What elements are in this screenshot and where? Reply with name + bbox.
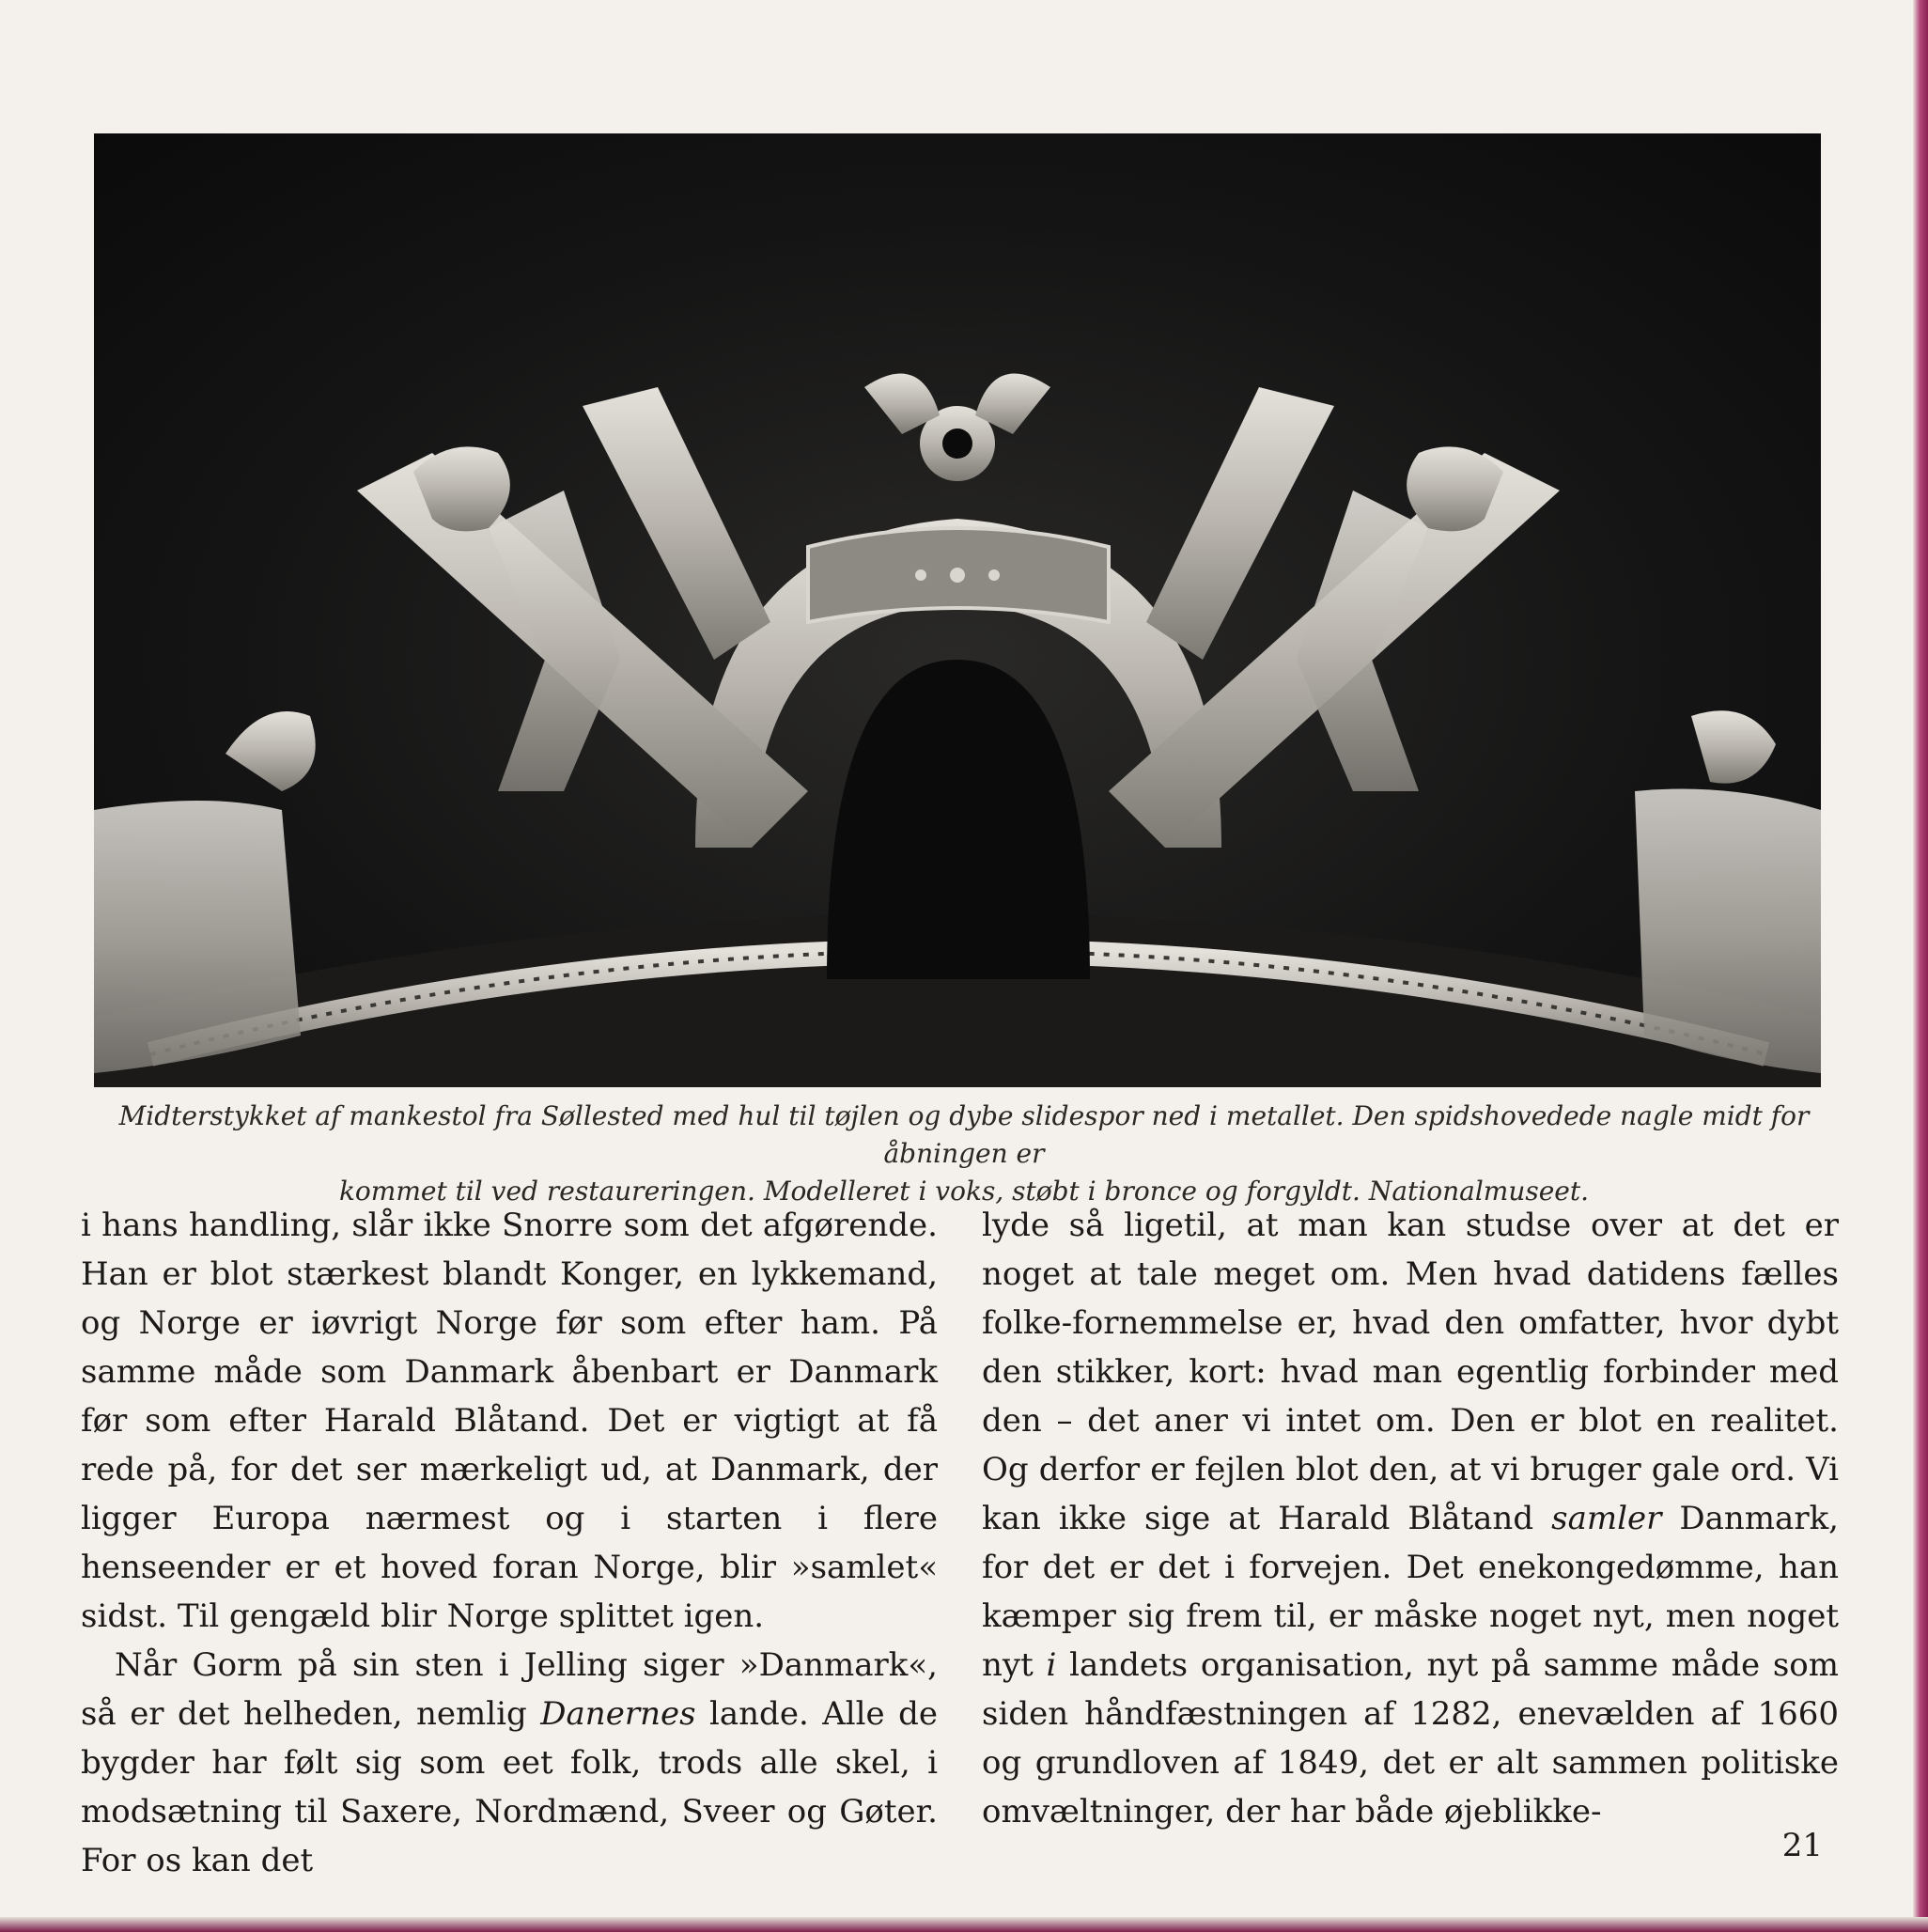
caption-line-1: Midterstykket af mankestol fra Søllested med hul til tøjlen og dybe slidespor ned i metallet. Den spidshovedede nagle midt for åbningen er	[118, 1100, 1810, 1169]
emphasis-i: i	[1046, 1646, 1057, 1684]
paragraph-3-part-a: lyde så ligetil, at man kan studse over at det er noget at tale meget om. Men hvad datidens fælles folke-fornemmelse er, hvad den omfatter, hvor dybt den stikker, kort: hvad man egentlig forbinder med den – det aner vi intet om. Den er blot en realitet. Og derfor er fejlen blot den, at vi bruger gale ord. Vi kan ikke sige at Harald Blåtand	[982, 1207, 1839, 1537]
emphasis-danernes: Danernes	[540, 1695, 696, 1733]
paragraph-3	[982, 1201, 1839, 1836]
text-column-left	[81, 1201, 938, 1885]
paragraph-2	[81, 1641, 938, 1885]
figure-caption	[81, 1098, 1847, 1210]
collar-photograph	[94, 133, 1821, 1087]
page-edge-right	[1913, 0, 1928, 1932]
paragraph-2-end: lande. Alle de bygder har følt sig som eet folk, trods alle skel, i modsætning til Saxere, Nordmænd, Sveer og Gøter. For os kan det	[81, 1695, 938, 1879]
paragraph-1: i hans handling, slår ikke Snorre som det afgørende. Han er blot stærkest blandt Konger, en lykkemand, og Norge er iøvrigt Norge før som efter ham. På samme måde som Danmark åbenbart er Danmark før som efter Harald Blåtand. Det er vigtigt at få rede på, for det ser mærkeligt ud, at Danmark, der ligger Europa nærmest og i starten i flere henseender er et hoved foran Norge, blir »samlet« sidst. Til gengæld blir Norge splittet igen.	[81, 1207, 938, 1635]
emphasis-samler: samler	[1551, 1500, 1662, 1537]
paragraph-3-part-b: Danmark, for det er det i forvejen. Det enekongedømme, han kæmper sig frem til, er måske noget nyt, men noget nyt	[982, 1500, 1839, 1684]
page-number: 21	[1781, 1827, 1823, 1864]
collar-ornament-illustration	[94, 133, 1821, 1087]
paragraph-2-start: Når Gorm på sin sten i Jelling siger »Danmark«, så er det helheden, nemlig	[81, 1646, 938, 1733]
text-column-right	[982, 1201, 1839, 1836]
paragraph-3-part-c: landets organisation, nyt på samme måde som siden håndfæstningen af 1282, enevælden af 1660 og grundloven af 1849, det er alt sammen politiske omvæltninger, der har både øjeblikke-	[982, 1646, 1839, 1831]
caption-line-2: kommet til ved restaureringen. Modelleret i voks, støbt i bronce og forgyldt. Nationalmuseet.	[338, 1176, 1590, 1207]
page-edge-bottom	[0, 1917, 1928, 1932]
